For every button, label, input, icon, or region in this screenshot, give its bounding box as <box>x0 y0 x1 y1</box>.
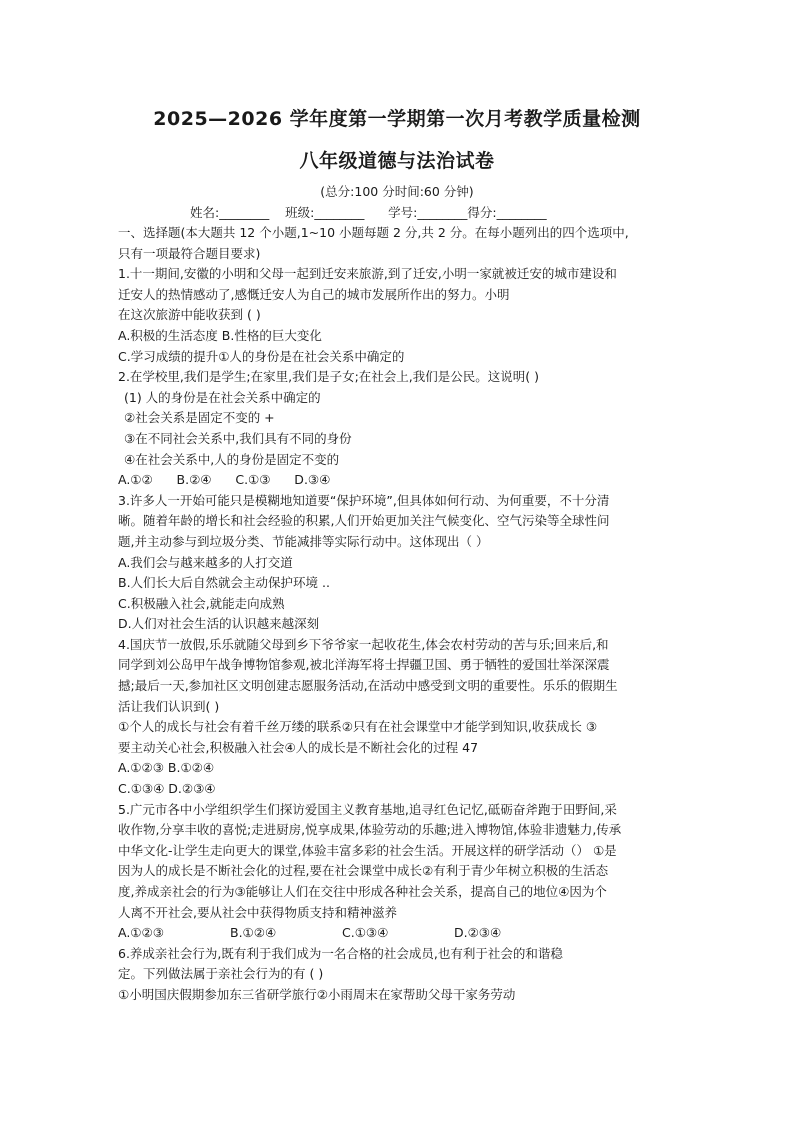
q1-line2: 迁安人的热情感动了,感慨迁安人为自己的城市发展所作出的努力。小明 <box>118 286 510 302</box>
q4-line2: 同学到刘公岛甲午战争博物馆参观,被北洋海军将士捍疆卫国、勇于牺牲的爱国壮举深深震 <box>118 657 610 673</box>
q6-line3: ①小明国庆假期参加东三省研学旅行②小雨周末在家帮助父母干家务劳动 <box>118 986 516 1002</box>
q6-line1: 6.养成亲社会行为,既有利于我们成为一名合格的社会成员,也有利于社会的和谐稳 <box>118 945 563 961</box>
q2-options: A.①② B.②④ C.①③ D.③④ <box>118 472 331 488</box>
q2-statement-2: ②社会关系是固定不变的 + <box>124 410 275 426</box>
student-info-line: 姓名:________ 班级:________ 学号:________得分:________ <box>190 205 547 220</box>
exam-meta: (总分:100 分时间:60 分钟) <box>320 184 474 199</box>
q5-line5: 度,养成亲社会的行为③能够让人们在交往中形成各种社会关系，提高自己的地位④因为个 <box>118 884 607 899</box>
exam-subtitle: 八年级道德与法治试卷 <box>299 150 495 172</box>
q3-line2: 晰。随着年龄的增长和社会经验的积累,人们开始更加关注气候变化、空气污染等全球性问 <box>118 513 610 529</box>
q2-stem: 2.在学校里,我们是学生;在家里,我们是子女;在社会上,我们是公民。这说明( ) <box>118 369 539 385</box>
q5-line6: 人离不开社会,要从社会中获得物质支持和精神滋养 <box>118 904 397 920</box>
section-title-line2: 只有一项最符合题目要求) <box>118 245 261 261</box>
q3-line3: 题,并主动参与到垃圾分类、节能减排等实际行动中。这体现出（ ） <box>118 533 489 549</box>
q5-options <box>118 923 686 944</box>
q3-line1: 3.许多人一开始可能只是模糊地知道要“保护环境”,但具体如何行动、为何重要，不十分清 <box>118 492 610 508</box>
q2-statement-1: (1) 人的身份是在社会关系中确定的 <box>124 389 321 405</box>
q5-line2: 收作物,分享丰收的喜悦;走进厨房,悦享成果,体验劳动的乐趣;进入博物馆,体验非遗魅力,传承 <box>118 822 622 838</box>
q4-options-line1: A.①②③ B.①②④ <box>118 760 215 776</box>
q3-option-c: C.积极融入社会,就能走向成熟 <box>118 595 285 611</box>
q1-line3: 在这次旅游中能收获到 ( ) <box>118 307 261 323</box>
q4-line4: 活让我们认识到( ) <box>118 698 220 714</box>
q5-option-b: B.①②④ <box>230 925 277 941</box>
q1-options-line1: A.积极的生活态度 B.性格的巨大变化 <box>118 327 322 343</box>
q1-options-line2: C.学习成绩的提升①人的身份是在社会关系中确定的 <box>118 348 405 364</box>
q4-options-line2: C.①③④ D.②③④ <box>118 781 216 797</box>
q5-line4: 因为人的成长是不断社会化的过程,要在社会课堂中成长②有利于青少年树立积极的生活态 <box>118 863 609 879</box>
q4-line3: 撼;最后一天,参加社区文明创建志愿服务活动,在活动中感受到文明的重要性。乐乐的假期生 <box>118 678 618 694</box>
exam-content <box>118 223 686 1006</box>
q5-option-c: C.①③④ <box>342 925 389 941</box>
q5-line3: 中华文化-让学生走向更大的课堂,体验丰富多彩的社会生活。开展这样的研学活动（） ①是 <box>118 842 617 858</box>
q5-option-d: D.②③④ <box>454 925 502 941</box>
q2-statement-4: ④在社会关系中,人的身份是固定不变的 <box>124 451 340 467</box>
q4-line5: ①个人的成长与社会有着千丝万缕的联系②只有在社会课堂中才能学到知识,收获成长 ③ <box>118 719 598 735</box>
q3-option-d: D.人们对社会生活的认识越来越深刻 <box>118 616 320 632</box>
q3-option-b: B.人们长大后自然就会主动保护环境 .. <box>118 575 330 591</box>
q2-statement-3: ③在不同社会关系中,我们具有不同的身份 <box>124 430 352 446</box>
q1-line1: 1.十一期间,安徽的小明和父母一起到迁安来旅游,到了迁安,小明一家就被迁安的城市建设和 <box>118 266 617 282</box>
q5-option-a: A.①②③ <box>118 925 164 941</box>
q5-line1: 5.广元市各中小学组织学生们探访爱国主义教育基地,追寻红色记忆,砥砺奋斧跑于田野间,采 <box>118 801 617 817</box>
exam-title: 2025—2026 学年度第一学期第一次月考教学质量检测 <box>153 108 641 130</box>
q3-option-a: A.我们会与越来越多的人打交道 <box>118 554 293 570</box>
q4-line1: 4.国庆节一放假,乐乐就随父母到乡下爷爷家一起收花生,体会农村劳动的苦与乐;回来后,和 <box>118 636 609 652</box>
section-title-line1: 一、选择题(本大题共 12 个小题,1~10 小题每题 2 分,共 2 分。在每小题列出的四个选项中, <box>118 225 629 240</box>
q4-line6: 要主动关心社会,积极融入社会④人的成长是不断社会化的过程 47 <box>118 739 479 755</box>
q6-line2: 定。下列做法属于亲社会行为的有 ( ) <box>118 966 324 982</box>
